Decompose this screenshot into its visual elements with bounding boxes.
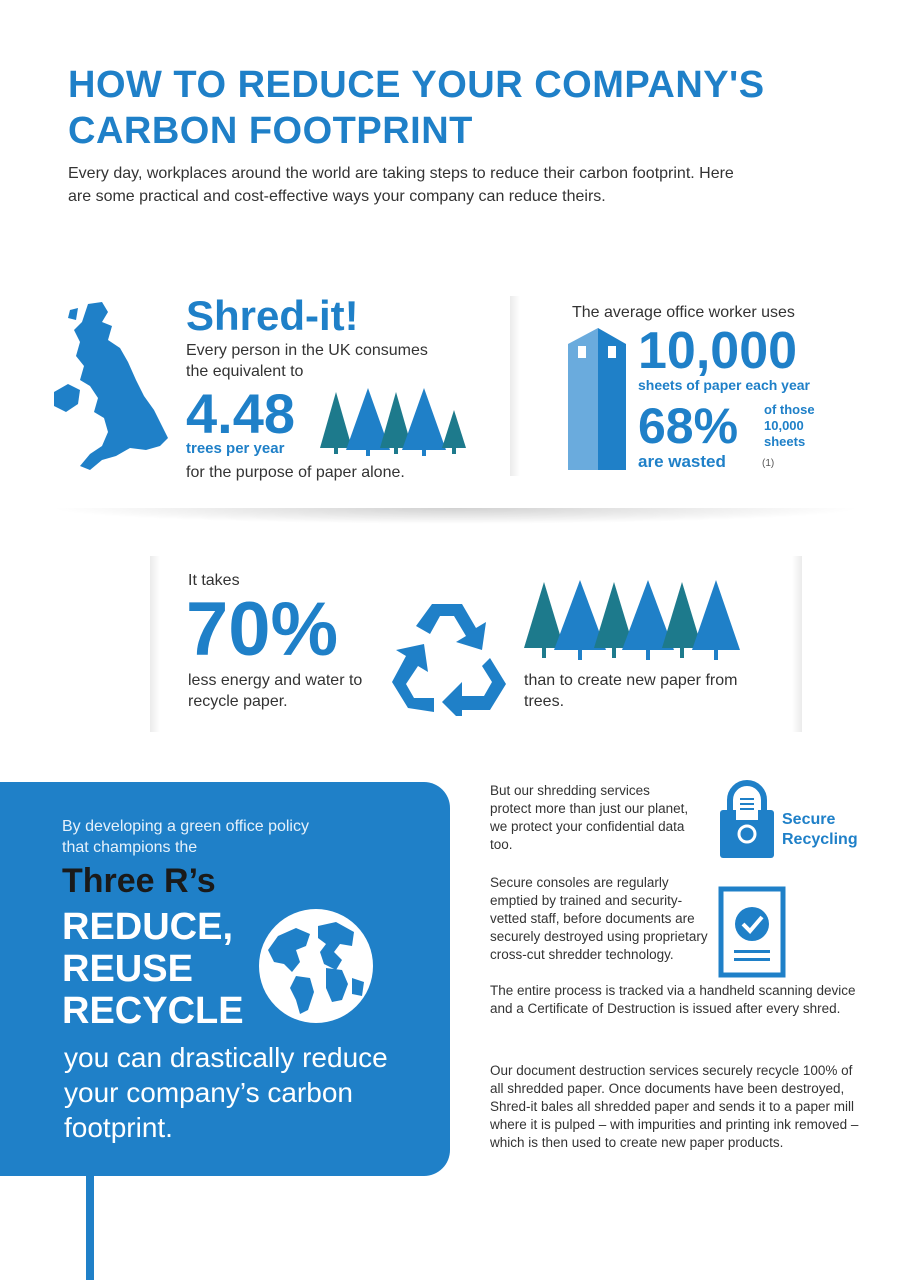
uk-consumption-text: Every person in the UK consumes the equivalent to [186, 342, 428, 380]
paper-stack-icon [568, 328, 626, 470]
panel-shadow [48, 508, 863, 524]
intro-paragraph: Every day, workplaces around the world are taking steps to reduce their carbon footprint. Here are some practical and cost-effective ways your company can reduce theirs. [68, 165, 734, 205]
certificate-icon [718, 886, 786, 978]
wasted-label: are wasted [638, 452, 726, 471]
reduce-label: REDUCE, [62, 906, 234, 948]
shredding-services-text: But our shredding services protect more than just our planet, we protect your confidential data too. [490, 783, 689, 852]
page-title: HOW TO REDUCE YOUR COMPANY'S CARBON FOOTPRINT [68, 64, 765, 152]
panel-edge-left [150, 556, 160, 732]
panel-divider [510, 296, 520, 476]
forest-icon [522, 580, 742, 660]
wasted-percent: 68% [638, 398, 739, 454]
footnote-marker: (1) [762, 458, 775, 469]
recycle-icon [390, 598, 512, 716]
purpose-text: for the purpose of paper alone. [186, 464, 405, 481]
decorative-bar [86, 1176, 94, 1280]
sheets-per-year-label: sheets of paper each year [638, 377, 810, 393]
destruction-services-text: Our document destruction services securely recycle 100% of all shredded paper. Once documents have been destroyed, Shred-it bales all shredded paper and sends it to a paper mill where it is pulped – with impurities and printing ink removed – which is then used to create new paper products. [490, 1063, 859, 1150]
uk-map-icon [50, 300, 172, 480]
padlock-icon [718, 780, 776, 860]
reuse-label: REUSE [62, 948, 193, 990]
green-policy-text: By developing a green office policy that champions the [62, 818, 309, 856]
secure-consoles-text: Secure consoles are regularly emptied by trained and security-vetted staff, before documents are securely destroyed using proprietary cross-cut shredder technology. [490, 875, 708, 962]
office-worker-text: The average office worker uses [572, 304, 795, 321]
recycle-label: RECYCLE [62, 990, 244, 1032]
it-takes-text: It takes [188, 572, 240, 589]
trees-icon [316, 388, 468, 456]
three-rs-heading: Three R’s [62, 862, 216, 900]
tracking-text: The entire process is tracked via a handheld scanning device and a Certificate of Destruction is issued after every shred. [490, 983, 856, 1016]
energy-percent: 70% [186, 587, 339, 672]
shred-it-title: Shred-it! [186, 292, 359, 339]
sheets-number: 10,000 [638, 322, 798, 380]
trees-per-year-label: trees per year [186, 440, 285, 457]
secure-recycling-badge: Secure Recycling [782, 811, 858, 848]
less-energy-text: less energy and water to recycle paper. [188, 672, 363, 710]
globe-icon [256, 906, 376, 1026]
trees-number: 4.48 [186, 382, 295, 445]
panel-edge-right [792, 556, 802, 732]
of-those-label: of those 10,000 sheets [764, 402, 815, 449]
drastic-reduction-text: you can drastically reduce your company’s carbon footprint. [64, 1042, 388, 1143]
than-trees-text: than to create new paper from trees. [524, 672, 738, 710]
